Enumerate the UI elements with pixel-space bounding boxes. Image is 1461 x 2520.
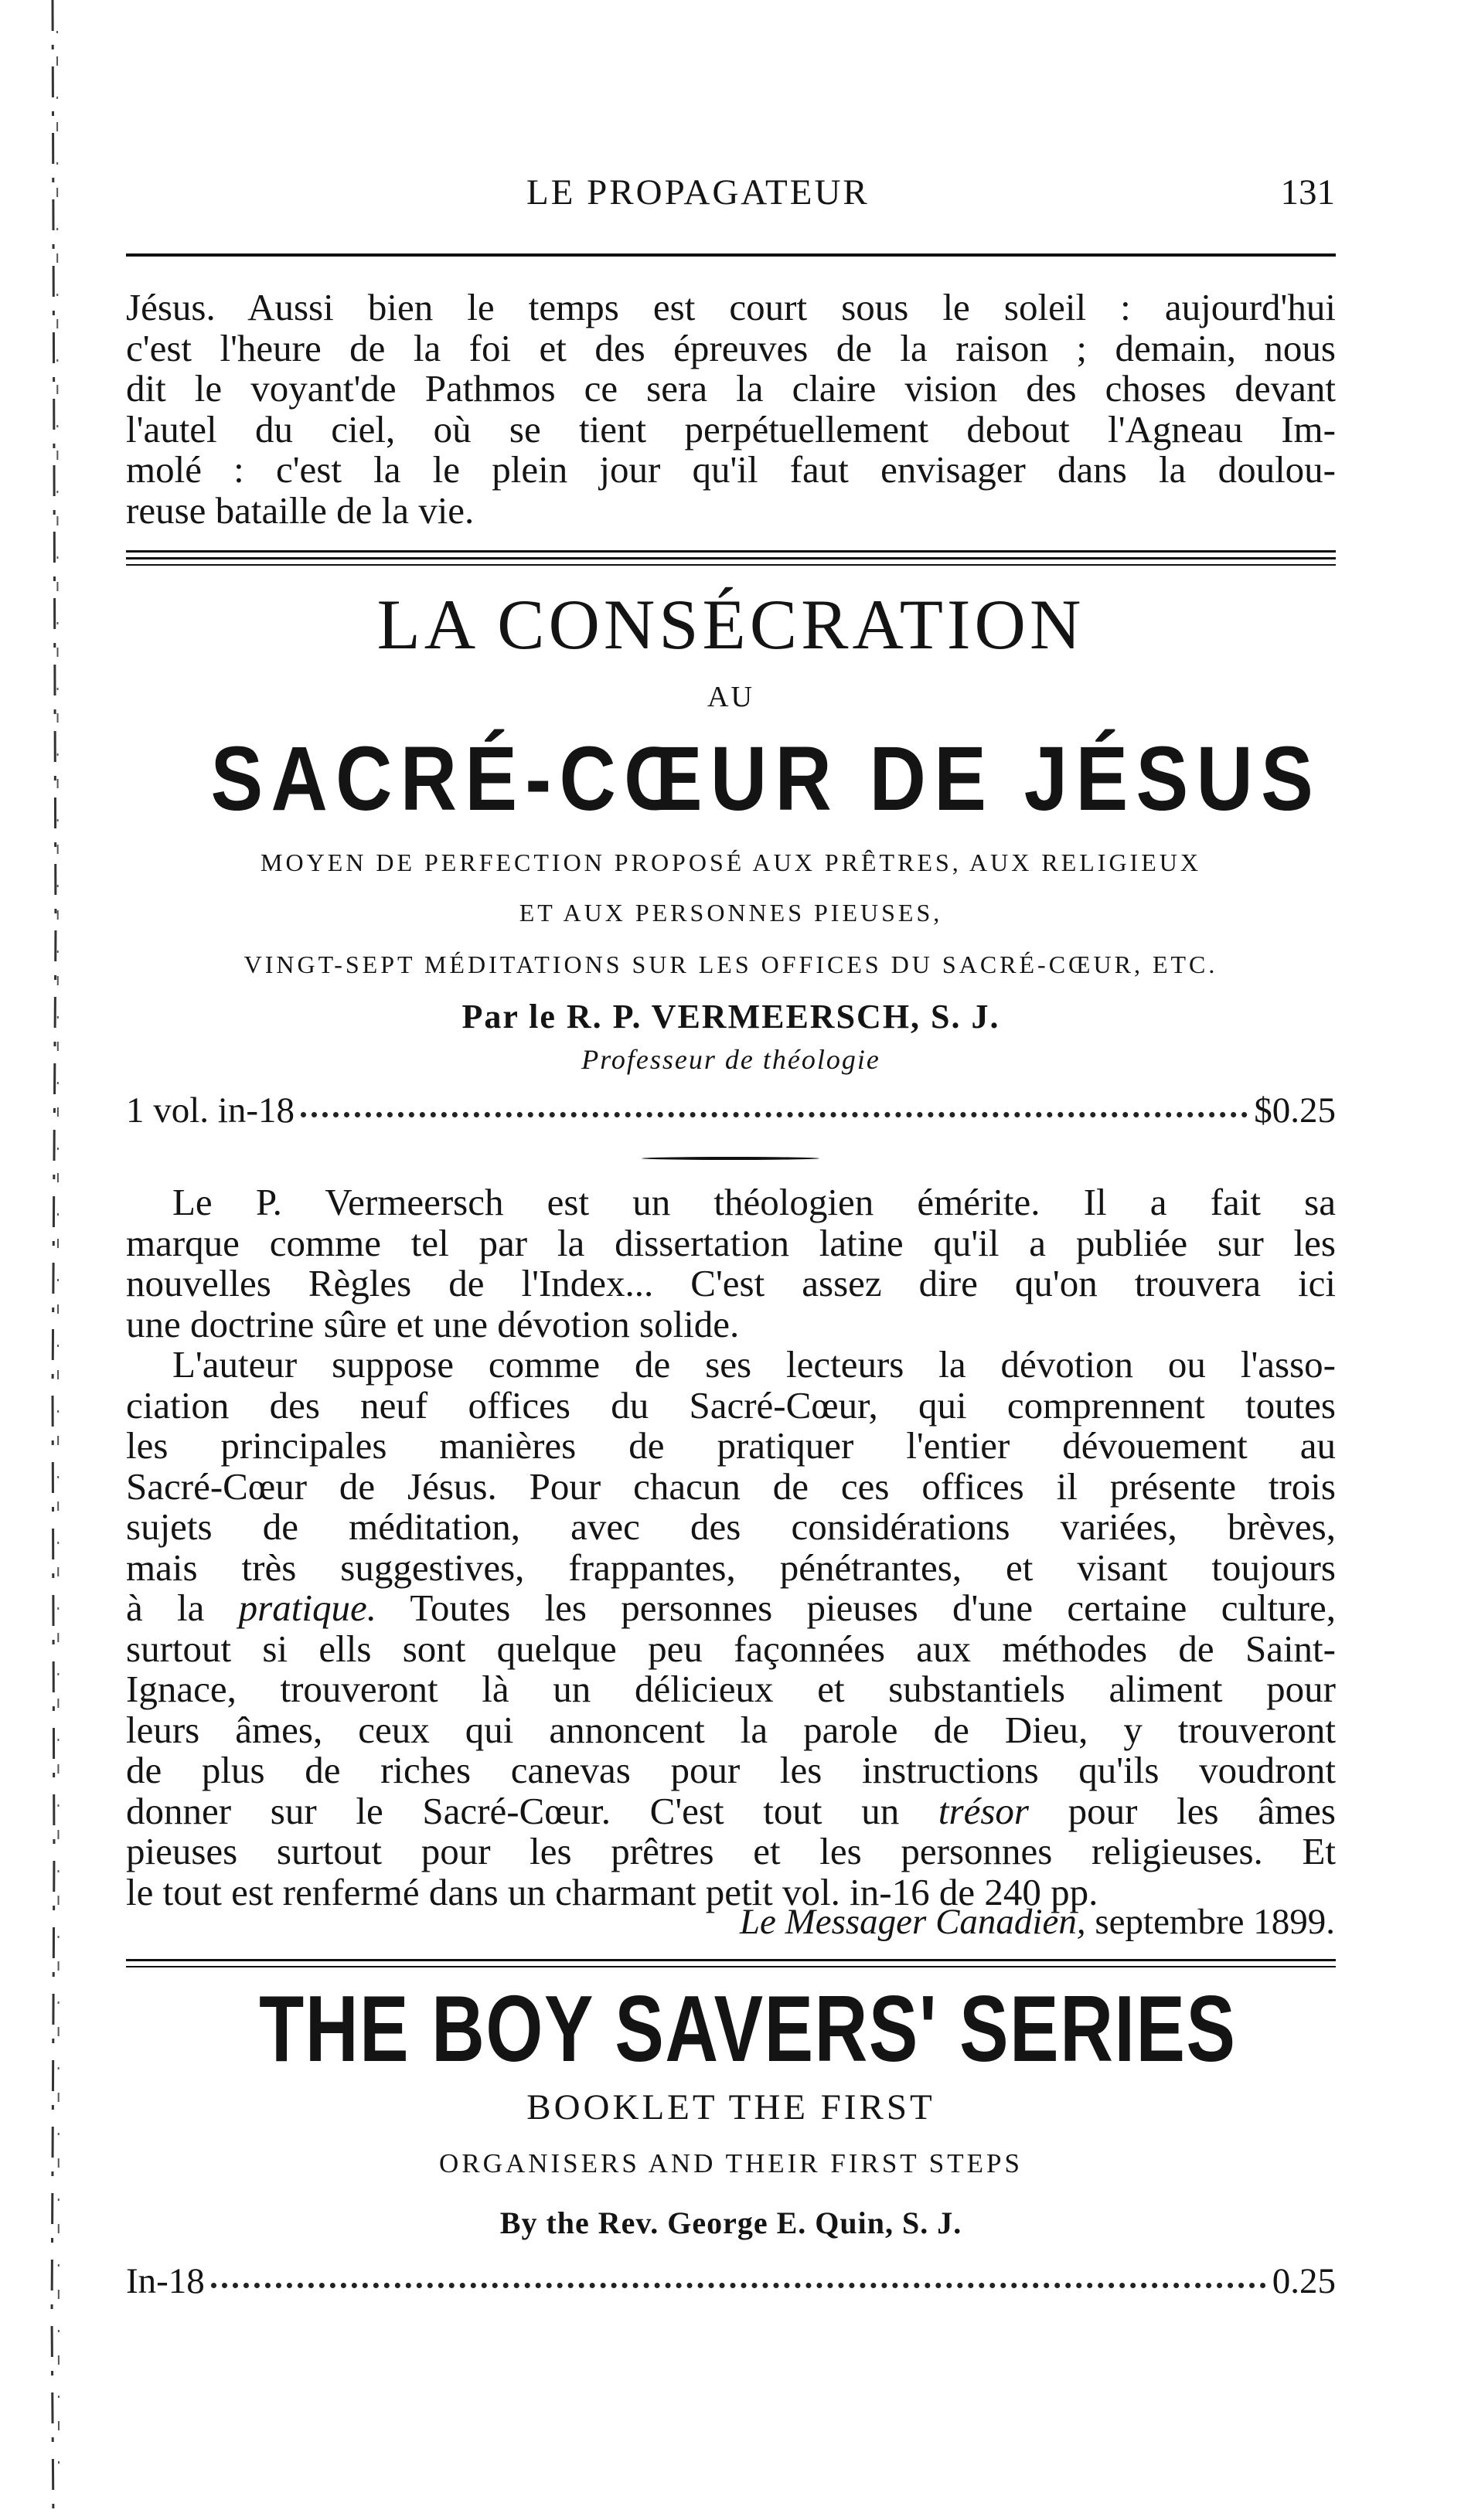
notice-title-sacre-coeur: SACRÉ-CŒUR DE JÉSUS	[210, 728, 1322, 830]
booklet-byline: By the Rev. George E. Quin, S. J.	[499, 2205, 962, 2240]
text-line: à la pratique. Toutes les personnes pieuses d'une certaine culture,	[126, 1586, 1336, 1629]
dot-leader	[301, 1112, 1248, 1117]
short-rule	[642, 1157, 819, 1160]
notice-subtitle-3: VINGT-SEPT MÉDITATIONS SUR LES OFFICES DU SACRÉ-CŒUR, ETC.	[244, 951, 1218, 978]
text-line: Ignace, trouveront là un délicieux et substantiels aliment pour	[126, 1668, 1336, 1710]
scan-margin-edge	[45, 0, 91, 2520]
text-line: nouvelles Règles de l'Index... C'est assez dire qu'on trouvera ici	[126, 1262, 1336, 1304]
text-line: mais très suggestives, frappantes, pénétrantes, et visant toujours	[126, 1546, 1336, 1589]
dot-leader	[211, 2283, 1266, 2288]
text-line: les principales manières de pratiquer l'entier dévouement au	[126, 1424, 1336, 1467]
review-source-name: Le Messager Canadien,	[739, 1902, 1086, 1942]
emphasized-word: pratique.	[238, 1586, 376, 1629]
emphasized-word: trésor	[938, 1789, 1029, 1832]
text-line: le tout est renfermé dans un charmant petit vol. in-16 de 240 pp.	[126, 1870, 1098, 1913]
booklet-line-2: ORGANISERS AND THEIR FIRST STEPS	[439, 2148, 1023, 2178]
text-line: surtout si ells sont quelque peu façonnées aux méthodes de Saint-	[126, 1627, 1336, 1670]
boy-savers-price-line	[126, 2260, 1336, 2302]
page-header	[126, 172, 1335, 218]
review-text	[126, 1182, 1336, 1913]
text-line: sujets de méditation, avec des considérations variées, brèves,	[126, 1505, 1336, 1548]
text-line: ciation des neuf offices du Sacré-Cœur, qui comprennent toutes	[126, 1383, 1336, 1427]
boy-savers-format: In-18	[126, 2261, 205, 2301]
text-line: molé : c'est la le plein jour qu'il faut envisager dans la doulou-	[126, 448, 1336, 491]
review-source	[740, 1901, 1335, 1943]
text-line: leurs âmes, ceux qui annoncent la parole de Dieu, y trouveront	[126, 1708, 1336, 1751]
notice-format: 1 vol. in-18	[126, 1090, 295, 1131]
notice-author-title: Professeur de théologie	[581, 1044, 880, 1075]
text-line: l'autel du ciel, où se tient perpétuellement debout l'Agneau Im-	[126, 407, 1336, 451]
boy-savers-title: THE BOY SAVERS' SERIES	[259, 1976, 1237, 2081]
text-line: marque comme tel par la dissertation latine qu'il a publiée sur les	[126, 1221, 1336, 1264]
notice-subtitle-2: ET AUX PERSONNES PIEUSES,	[519, 899, 943, 927]
text-line: dit le voyant'de Pathmos ce sera la claire vision des choses devant	[126, 367, 1336, 410]
text-line: Jésus. Aussi bien le temps est court sous le soleil : aujourd'hui	[126, 286, 1336, 328]
opening-paragraph	[126, 287, 1336, 531]
section-divider-bottom	[126, 557, 1336, 559]
text-line: Sacré-Cœur de Jésus. Pour chacun de ces offices il présente trois	[126, 1464, 1336, 1508]
section-divider-2-bottom	[126, 1966, 1336, 1967]
notice-subtitle-1: MOYEN DE PERFECTION PROPOSÉ AUX PRÊTRES, AUX RELIGIEUX	[261, 849, 1201, 876]
section-divider-2-top	[126, 1959, 1336, 1961]
section-divider-third	[126, 564, 1336, 566]
text-line: de plus de riches canevas pour les instructions qu'ils voudront	[126, 1749, 1336, 1791]
text-line: donner sur le Sacré-Cœur. C'est tout un trésor pour les âmes	[126, 1789, 1336, 1832]
notice-author: Par le R. P. VERMEERSCH, S. J.	[461, 998, 1000, 1036]
text-line: pieuses surtout pour les prêtres et les personnes religieuses. Et	[126, 1830, 1336, 1872]
notice-title-au: AU	[707, 681, 754, 713]
notice-price-line	[126, 1090, 1336, 1131]
header-rule	[126, 253, 1336, 257]
text-line: reuse bataille de la vie.	[126, 488, 475, 532]
page-number: 131	[1280, 172, 1335, 213]
text-line: L'auteur suppose comme de ses lecteurs la dévotion ou l'asso-	[172, 1343, 1336, 1386]
text-line: une doctrine sûre et une dévotion solide.	[126, 1302, 740, 1345]
boy-savers-price: 0.25	[1272, 2261, 1336, 2301]
text-line: Le P. Vermeersch est un théologien émérite. Il a fait sa	[172, 1181, 1336, 1223]
notice-title-consecration: LA CONSÉCRATION	[376, 585, 1085, 664]
section-divider-top	[126, 550, 1336, 553]
text-line: c'est l'heure de la foi et des épreuves de la raison ; demain, nous	[126, 326, 1336, 369]
notice-price: $0.25	[1254, 1090, 1336, 1131]
booklet-line-1: BOOKLET THE FIRST	[526, 2087, 935, 2127]
running-title: LE PROPAGATEUR	[526, 172, 870, 213]
review-source-date: septembre 1899.	[1095, 1902, 1335, 1942]
